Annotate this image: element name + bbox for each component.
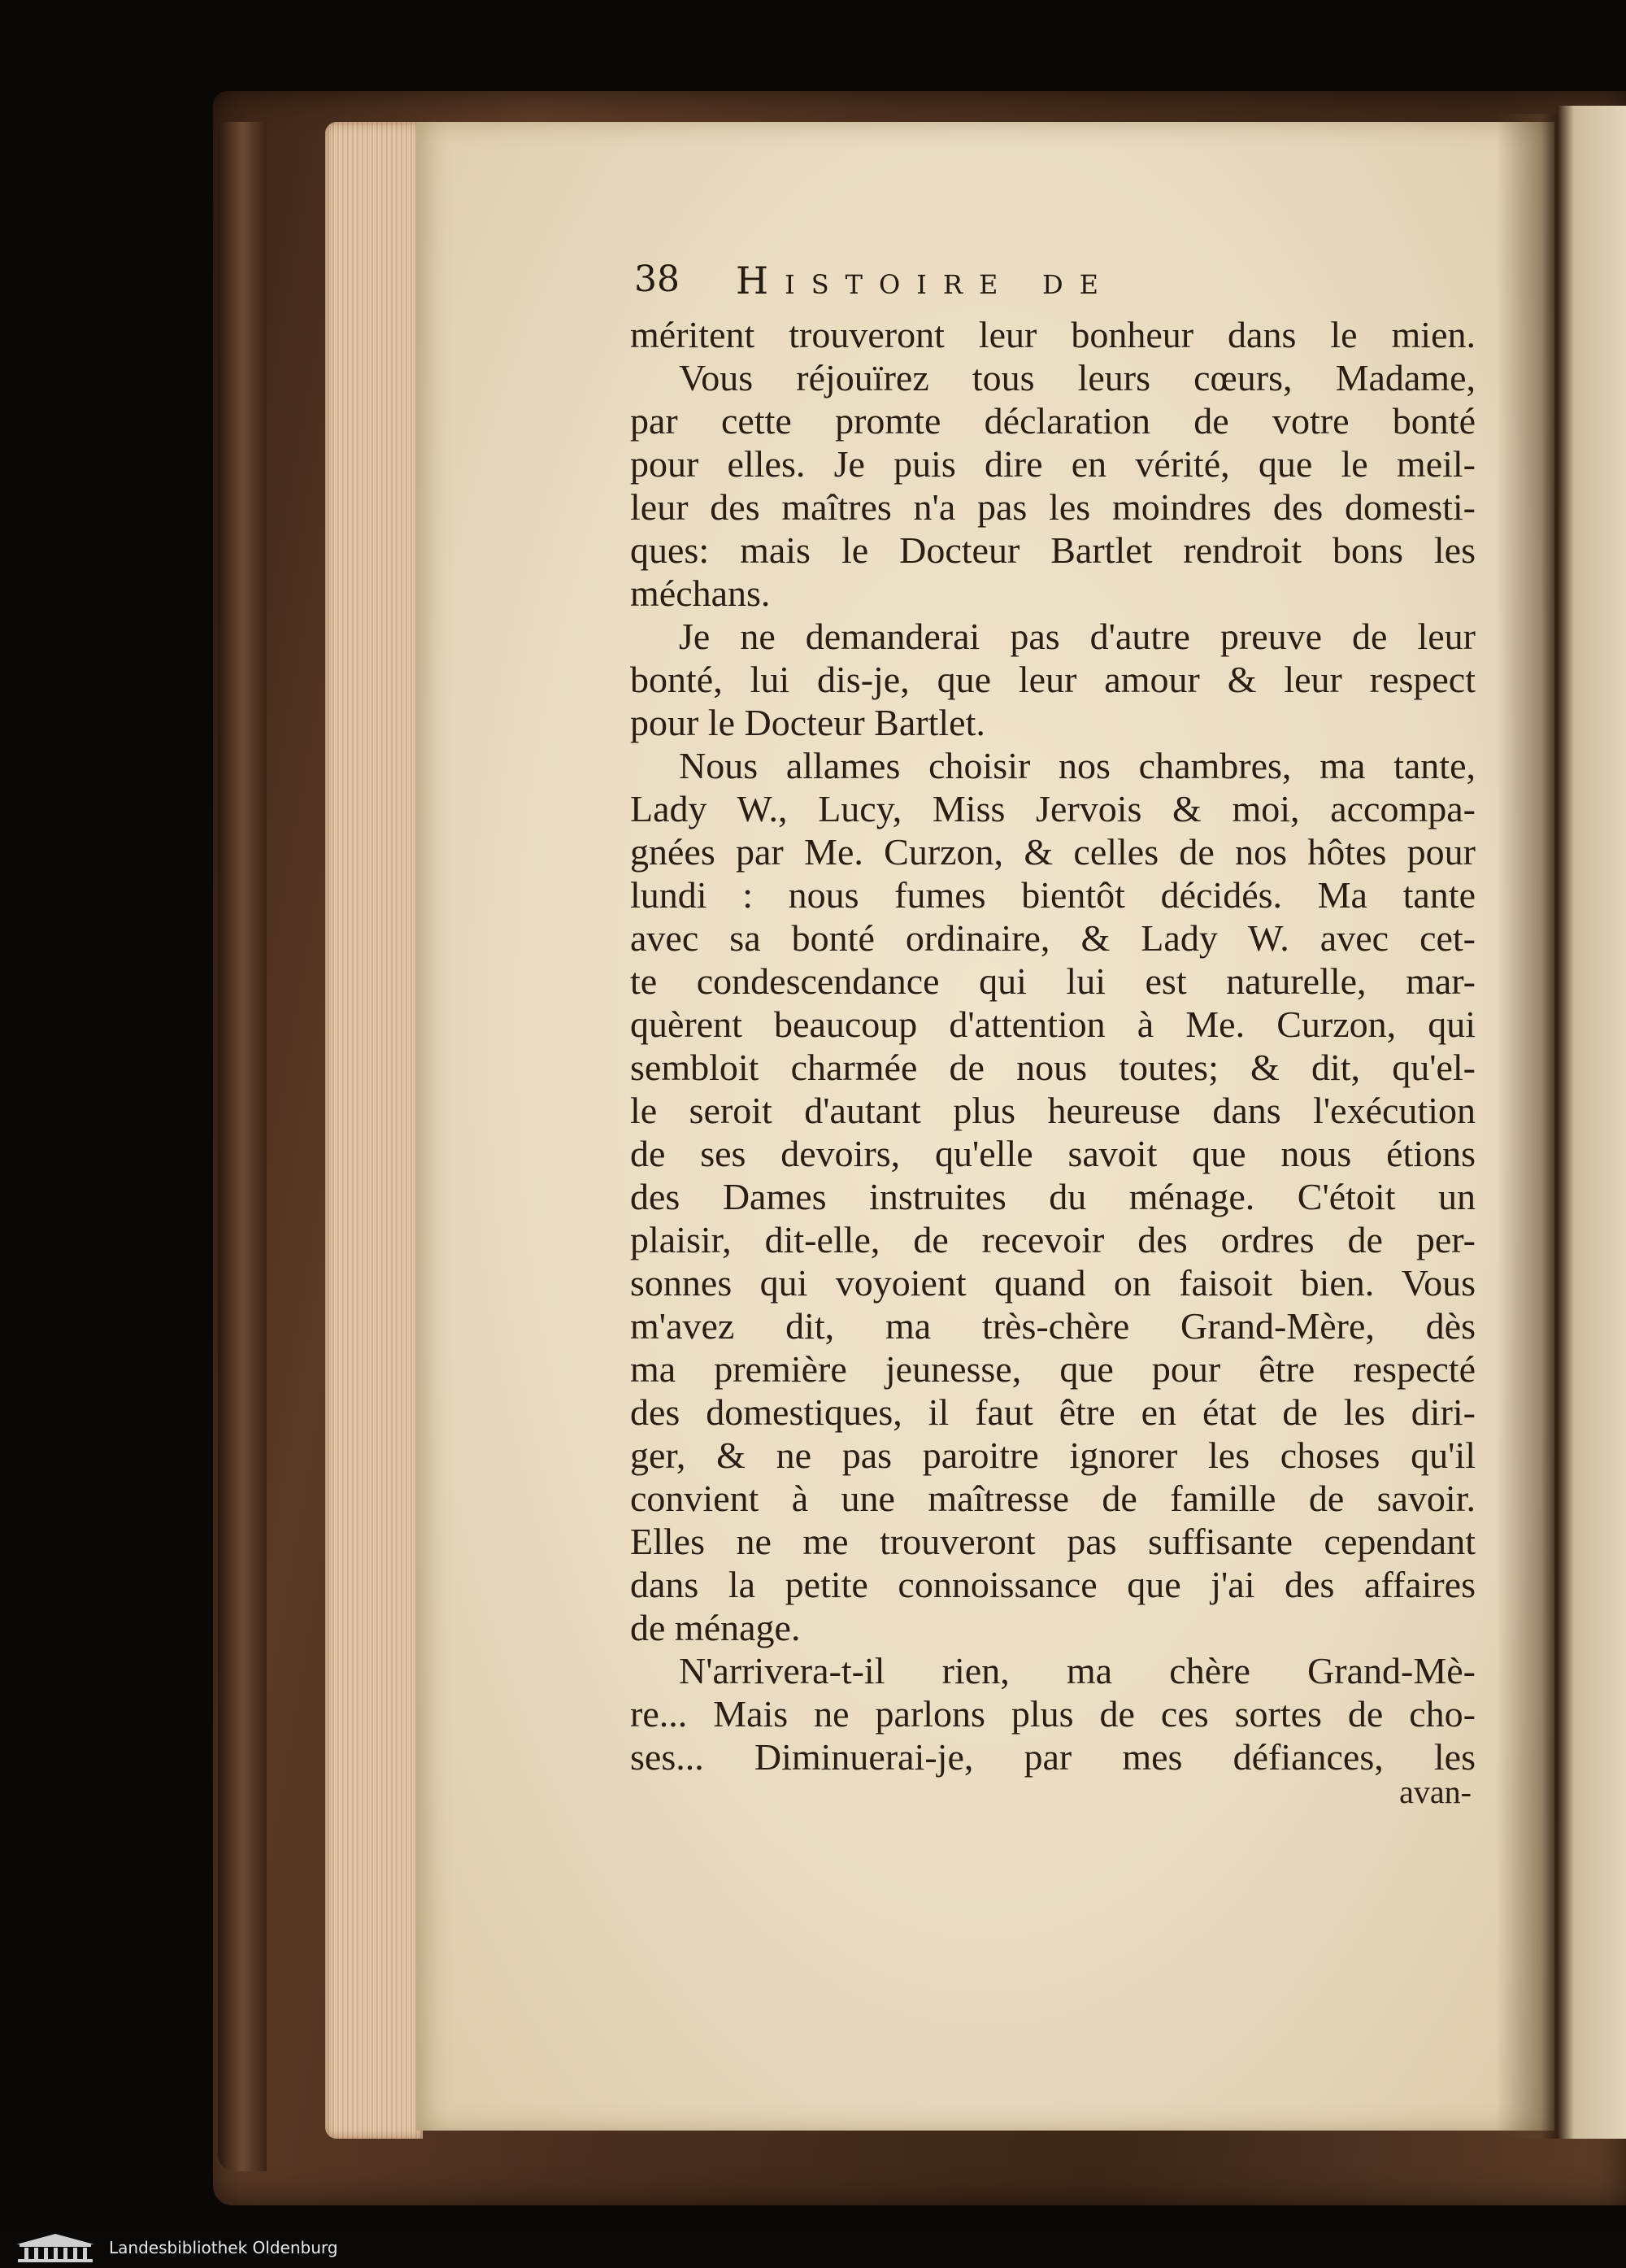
text-line: le seroit d'autant plus heureuse dans l'exécution bbox=[630, 1090, 1476, 1131]
text-line: N'arrivera-t-il rien, ma chère Grand-Mè- bbox=[679, 1650, 1476, 1691]
text-line: lundi : nous fumes bientôt décidés. Ma tante bbox=[630, 874, 1476, 916]
text-line: te condescendance qui lui est naturelle, mar- bbox=[630, 960, 1476, 1002]
cover-edge bbox=[218, 122, 267, 2171]
text-line: ses... Diminuerai-je, par mes défiances, les bbox=[630, 1736, 1476, 1778]
text-line: gnées par Me. Curzon, & celles de nos hôtes pour bbox=[630, 831, 1476, 873]
text-line: ma première jeunesse, que pour être respecté bbox=[630, 1348, 1476, 1390]
page-number: 38 bbox=[634, 259, 680, 300]
text-line: Je ne demanderai pas d'autre preuve de leur bbox=[679, 616, 1476, 657]
book-gutter bbox=[1496, 114, 1561, 2139]
text-line: avec sa bonté ordinaire, & Lady W. avec cet- bbox=[630, 917, 1476, 959]
text-line: par cette promte déclaration de votre bonté bbox=[630, 400, 1476, 442]
text-line: Vous réjouïrez tous leurs cœurs, Madame, bbox=[679, 357, 1476, 398]
text-line: dans la petite connoissance que j'ai des affaires bbox=[630, 1564, 1476, 1605]
text-line: quèrent beaucoup d'attention à Me. Curzon, qui bbox=[630, 1003, 1476, 1045]
text-line: des domestiques, il faut être en état de les diri- bbox=[630, 1391, 1476, 1433]
facing-page-edge bbox=[1557, 106, 1626, 2139]
text-line: sonnes qui voyoient quand on faisoit bien. Vous bbox=[630, 1262, 1476, 1304]
text-line: plaisir, dit-elle, de recevoir des ordres de per- bbox=[630, 1219, 1476, 1260]
text-line: ques: mais le Docteur Bartlet rendroit bons les bbox=[630, 529, 1476, 571]
text-line: des Dames instruites du ménage. C'étoit un bbox=[630, 1176, 1476, 1217]
text-line: Lady W., Lucy, Miss Jervois & moi, accompa- bbox=[630, 788, 1476, 829]
text-line: pour elles. Je puis dire en vérité, que le meil- bbox=[630, 443, 1476, 485]
text-line: bonté, lui dis-je, que leur amour & leur respect bbox=[630, 659, 1476, 700]
page-header bbox=[634, 259, 1480, 307]
text-line: Elles ne me trouveront pas suffisante cependant bbox=[630, 1521, 1476, 1562]
text-line: convient à une maîtresse de famille de savoir. bbox=[630, 1478, 1476, 1519]
text-line: méchans. bbox=[630, 572, 771, 614]
body-text bbox=[630, 313, 1476, 1778]
text-line: de ménage. bbox=[630, 1607, 801, 1648]
text-line: Nous allames choisir nos chambres, ma tante, bbox=[679, 745, 1476, 786]
text-line: sembloit charmée de nous toutes; & dit, qu'el- bbox=[630, 1047, 1476, 1088]
running-title: Histoire de bbox=[736, 259, 1115, 303]
library-name: Landesbibliothek Oldenburg bbox=[109, 2238, 338, 2257]
text-line: méritent trouveront leur bonheur dans le mien. bbox=[630, 314, 1476, 355]
library-building-icon bbox=[15, 2231, 96, 2264]
text-line: re... Mais ne parlons plus de ces sortes de cho- bbox=[630, 1693, 1476, 1735]
text-line: leur des maîtres n'a pas les moindres des domesti- bbox=[630, 486, 1476, 528]
page-edges bbox=[325, 122, 423, 2139]
text-line: ger, & ne pas paroitre ignorer les choses qu'il bbox=[630, 1434, 1476, 1476]
catchword: avan- bbox=[1399, 1774, 1472, 1810]
text-line: pour le Docteur Bartlet. bbox=[630, 702, 985, 743]
text-line: de ses devoirs, qu'elle savoit que nous étions bbox=[630, 1133, 1476, 1174]
text-line: m'avez dit, ma très-chère Grand-Mère, dès bbox=[630, 1305, 1476, 1347]
